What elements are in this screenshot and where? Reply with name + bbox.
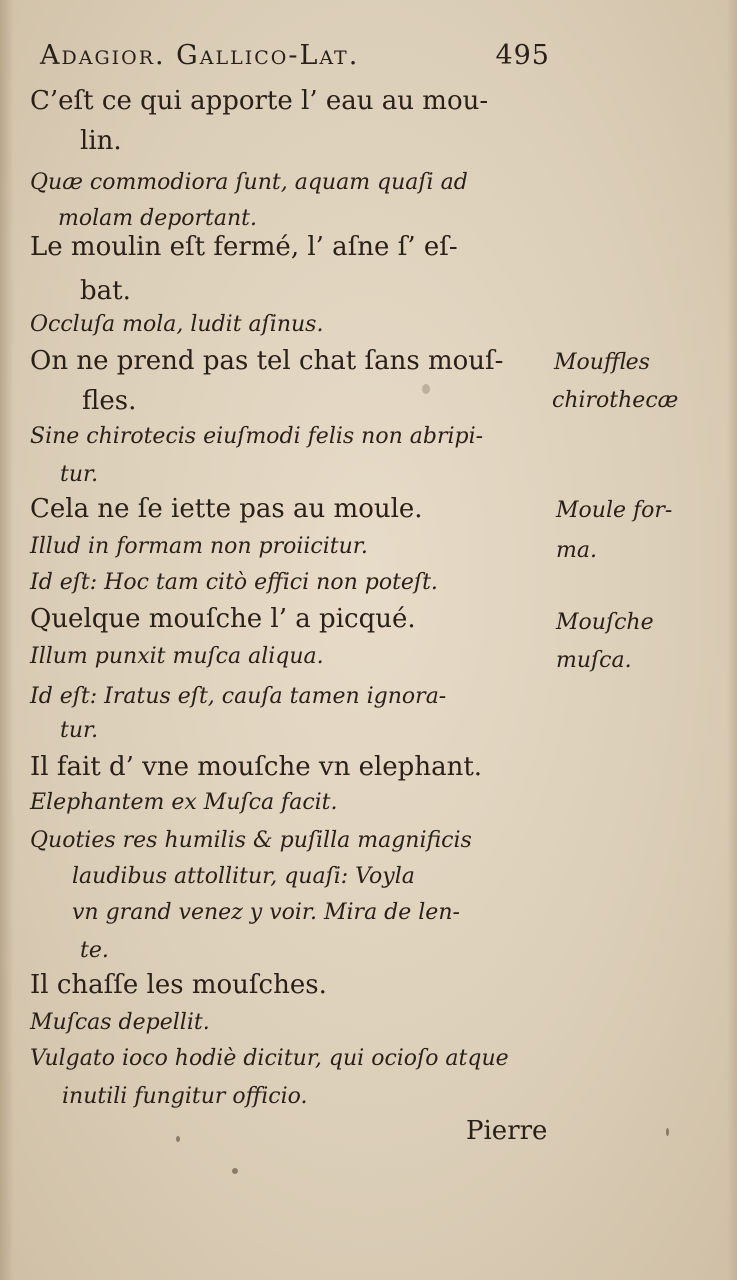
text-line: Muſcas depellit. — [30, 1010, 210, 1035]
text-line: molam deportant. — [58, 206, 258, 231]
text-line: Il chaſſe les mouſches. — [30, 970, 327, 1000]
running-title: Adagior. Gallico-Lat. — [40, 40, 360, 71]
text-line: tur. — [60, 718, 99, 743]
page-edge-left — [0, 0, 14, 1280]
text-line: Vulgato ioco hodiè dicitur, qui ocioſo atque — [30, 1046, 509, 1071]
text-line: Il fait d’ vne mouſche vn elephant. — [30, 752, 483, 782]
page-number: 495 — [495, 40, 550, 71]
text-line: C’eſt ce qui apporte l’ eau au mou- — [30, 86, 489, 116]
text-line: Sine chirotecis eiuſmodi felis non abripi- — [30, 424, 484, 449]
text-line: vn grand venez y voir. Mira de len- — [72, 900, 460, 925]
margin-note: Moule for- — [556, 498, 673, 523]
running-header — [40, 40, 550, 71]
text-line: On ne prend pas tel chat ſans mouſ- — [30, 346, 504, 376]
text-line: lin. — [80, 126, 122, 156]
text-line: te. — [80, 938, 109, 963]
text-line: Quoties res humilis & puſilla magnificis — [30, 828, 472, 853]
text-line: laudibus attollitur, quaſi: Voyla — [72, 864, 415, 889]
text-line: Id eſt: Hoc tam citò effici non poteſt. — [30, 570, 438, 595]
ink-spot — [232, 1168, 238, 1174]
text-line: tur. — [60, 462, 99, 487]
text-line: inutili fungitur officio. — [62, 1084, 308, 1109]
margin-note: Mouſche — [556, 610, 654, 635]
catchword: Pierre — [466, 1116, 548, 1146]
ink-spot — [176, 1136, 180, 1142]
stain — [422, 384, 430, 394]
margin-note: chirothecæ — [552, 388, 679, 413]
text-line: Id eſt: Iratus eſt, cauſa tamen ignora- — [30, 684, 447, 709]
text-line: Cela ne ſe iette pas au moule. — [30, 494, 423, 524]
text-line: Occluſa mola, ludit aſinus. — [30, 312, 324, 337]
text-line: bat. — [80, 276, 131, 306]
text-line: Le moulin eſt fermé, l’ aſne ſ’ eſ- — [30, 232, 458, 262]
page-edge-right — [727, 0, 737, 1280]
text-line: Illud in formam non proiicitur. — [30, 534, 368, 559]
margin-note: muſca. — [556, 648, 632, 673]
text-line: fles. — [82, 386, 137, 416]
ink-spot — [666, 1128, 669, 1136]
text-line: Quelque mouſche l’ a picqué. — [30, 604, 416, 634]
text-line: Illum punxit muſca aliqua. — [30, 644, 324, 669]
text-line: Quæ commodiora ſunt, aquam quaſi ad — [30, 170, 468, 195]
text-line: Elephantem ex Muſca facit. — [30, 790, 338, 815]
margin-note: Mouffles — [554, 350, 650, 375]
margin-note: ma. — [556, 538, 597, 563]
